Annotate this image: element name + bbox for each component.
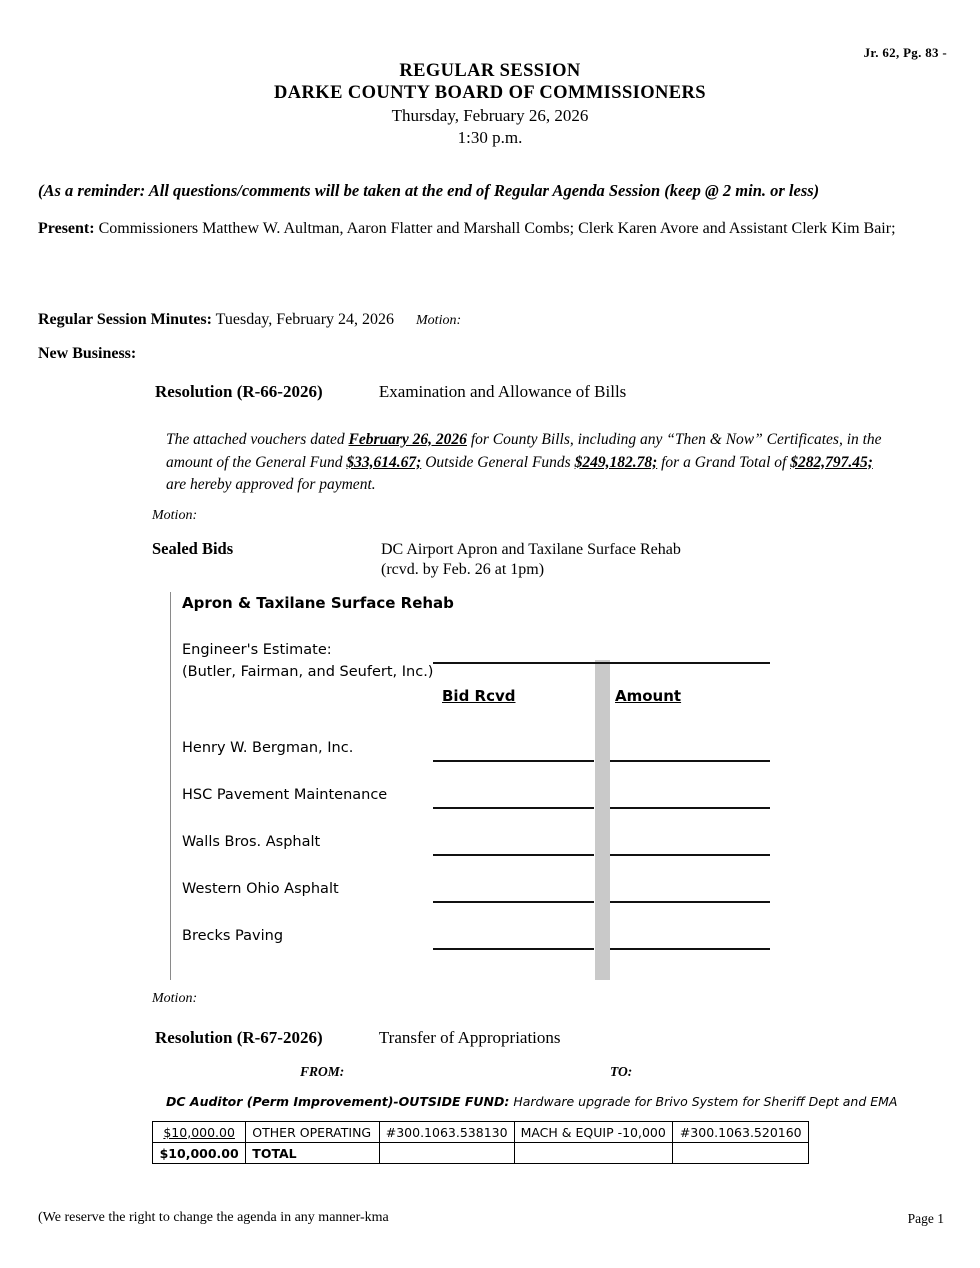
transfer-total-amount-cell: $10,000.00 (153, 1143, 246, 1164)
voucher-paragraph (166, 429, 896, 497)
heading-line-board: DARKE COUNTY BOARD OF COMMISSIONERS (274, 83, 706, 103)
transfer-to-account-cell: #300.1063.520160 (673, 1122, 809, 1143)
scan-artifact-band (595, 660, 610, 980)
column-header-amount: Amount (615, 687, 682, 705)
voucher-text-2: for County Bills, including any “Then & Now” Certificates, in the amount of the General Fund (166, 431, 882, 471)
bid-amount-rule (610, 901, 770, 903)
resolution-67-description: Transfer of Appropriations (378, 1028, 561, 1047)
form-left-rule (170, 592, 171, 980)
transfer-total-to-name-cell (514, 1143, 673, 1164)
bid-received-rule (433, 760, 594, 762)
new-business-label: New Business: (38, 345, 137, 362)
footer-page-number: Page 1 (907, 1211, 944, 1226)
bid-vendor-row: Walls Bros. Asphalt (182, 834, 321, 850)
transfer-amount-value: $10,000.00 (163, 1124, 235, 1140)
minutes-date: Tuesday, February 24, 2026 (215, 311, 395, 328)
bid-received-rule (433, 854, 594, 856)
transfer-auditor-fund: DC Auditor (Perm Improvement)-OUTSIDE FUND: (166, 1094, 510, 1109)
bid-received-rule (433, 901, 594, 903)
resolution-67-number: Resolution (R-67-2026) (155, 1028, 323, 1047)
present-names: Commissioners Matthew W. Aultman, Aaron Flatter and Marshall Combs; Clerk Karen Avore and Assistant Clerk Kim Bair; (98, 220, 896, 237)
heading-line-date: Thursday, February 26, 2026 (391, 106, 589, 125)
footer-disclaimer: (We reserve the right to change the agenda in any manner-kma (38, 1210, 389, 1225)
sealed-bids-project: DC Airport Apron and Taxilane Surface Rehab (381, 541, 681, 558)
bid-vendor-row: Western Ohio Asphalt (182, 881, 339, 897)
present-label: Present: (38, 220, 95, 237)
column-header-bid-received: Bid Rcvd (442, 687, 516, 705)
resolution-67-row (155, 1028, 561, 1048)
bid-vendor-row: Brecks Paving (182, 928, 284, 944)
voucher-text-4: for a Grand Total of (657, 453, 791, 471)
voucher-text-5: are hereby approved for payment. (166, 476, 376, 493)
transfer-to-name-cell: MACH & EQUIP -10,000 (514, 1122, 673, 1143)
sealed-bids-label: Sealed Bids (152, 539, 234, 558)
table-row (153, 1122, 809, 1143)
bid-vendor-row: HSC Pavement Maintenance (182, 787, 388, 803)
heading-line-session: REGULAR SESSION (399, 61, 581, 81)
engineers-estimate-firm: (Butler, Fairman, and Seufert, Inc.) (182, 664, 434, 680)
bid-amount-rule (610, 760, 770, 762)
heading-line-time: 1:30 p.m. (457, 128, 523, 147)
bid-tabulation-form (170, 592, 770, 980)
transfer-total-to-account-cell (673, 1143, 809, 1164)
bid-amount-rule (610, 807, 770, 809)
document-heading (0, 60, 980, 148)
resolution-66-number: Resolution (R-66-2026) (155, 382, 323, 401)
engineers-estimate-label: Engineer's Estimate: (182, 642, 332, 658)
resolution-66-description: Examination and Allowance of Bills (378, 382, 627, 401)
resolution-66-motion-label: Motion: (152, 508, 198, 523)
bid-form-title: Apron & Taxilane Surface Rehab (182, 594, 454, 612)
transfer-auditor-purpose: Hardware upgrade for Brivo System for Sheriff Dept and EMA (509, 1094, 898, 1109)
transfer-from-label: FROM: (300, 1064, 345, 1079)
present-line (38, 220, 948, 238)
sealed-bids-motion-label: Motion: (152, 991, 198, 1006)
transfer-to-label: TO: (610, 1064, 633, 1079)
voucher-grand-total-amount: $282,797.45; (790, 453, 873, 471)
transfer-amount-cell (153, 1122, 246, 1143)
minutes-motion-label: Motion: (416, 313, 462, 328)
sealed-bids-description (381, 540, 681, 580)
sealed-bids-received: (rcvd. by Feb. 26 at 1pm) (381, 561, 545, 578)
transfer-total-from-account-cell (379, 1143, 514, 1164)
reminder-note: (As a reminder: All questions/comments will be taken at the end of Regular Agenda Session (keep @ 2 min. or less) (38, 181, 820, 200)
estimate-entry-rule (433, 662, 770, 664)
bid-received-rule (433, 807, 594, 809)
voucher-date: February 26, 2026 (348, 431, 467, 448)
journal-page-mark: Jr. 62, Pg. 83 - (863, 45, 947, 60)
voucher-text-1: The attached vouchers dated (166, 431, 349, 448)
transfer-total-label-cell: TOTAL (246, 1143, 379, 1164)
resolution-66-row (155, 382, 626, 402)
transfer-auditor-line (166, 1094, 897, 1109)
voucher-text-3: Outside General Funds (421, 453, 575, 471)
transfer-of-appropriations-table (152, 1121, 809, 1164)
bid-amount-rule (610, 854, 770, 856)
bid-amount-rule (610, 948, 770, 950)
bid-vendor-row: Henry W. Bergman, Inc. (182, 740, 354, 756)
minutes-label: Regular Session Minutes: (38, 311, 212, 328)
bid-received-rule (433, 948, 594, 950)
voucher-general-fund-amount: $33,614.67; (346, 453, 422, 471)
voucher-outside-funds-amount: $249,182.78; (574, 453, 658, 471)
transfer-from-account-cell: #300.1063.538130 (379, 1122, 514, 1143)
table-row (153, 1143, 809, 1164)
transfer-from-name-cell: OTHER OPERATING (246, 1122, 379, 1143)
regular-session-minutes (38, 311, 461, 329)
